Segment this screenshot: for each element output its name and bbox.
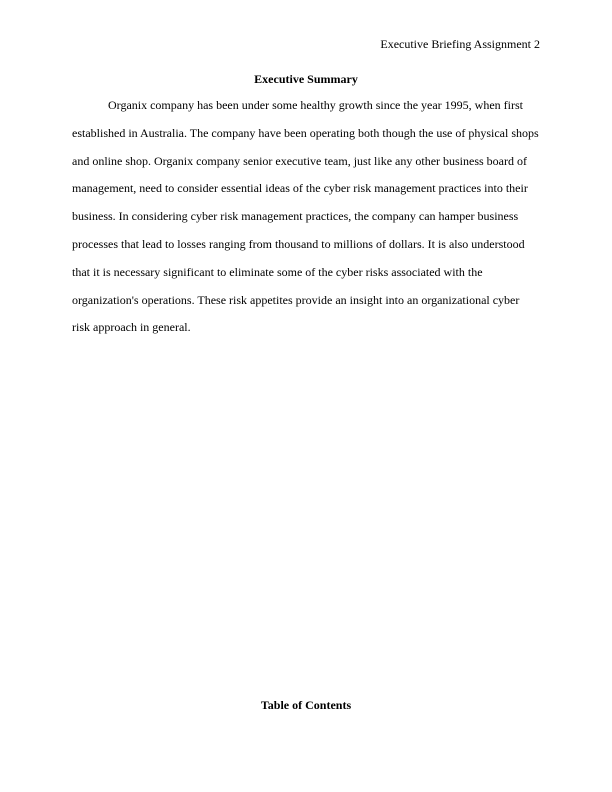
executive-summary-heading: Executive Summary: [254, 72, 358, 86]
paragraph-line: risk approach in general.: [72, 320, 191, 335]
paragraph-line: and online shop. Organix company senior executive team, just like any other business board of: [72, 153, 528, 168]
table-of-contents-heading: Table of Contents: [260, 698, 352, 712]
running-head: Executive Briefing Assignment 2: [380, 37, 540, 51]
paragraph-line: business. In considering cyber risk management practices, the company can hamper business: [72, 209, 519, 224]
paragraph-line: organization's operations. These risk appetites provide an insight into an organizational cyber: [72, 292, 520, 307]
paragraph-line: established in Australia. The company have been operating both though the use of physical shops: [72, 125, 539, 140]
paragraph-line: processes that lead to losses ranging from thousand to millions of dollars. It is also understood: [72, 236, 525, 251]
paragraph-line: Organix company has been under some healthy growth since the year 1995, when first: [108, 98, 523, 112]
executive-summary-paragraph: [72, 98, 542, 348]
paragraph-line: management, need to consider essential ideas of the cyber risk management practices into their: [72, 181, 528, 196]
paragraph-line: that it is necessary significant to eliminate some of the cyber risks associated with the: [72, 264, 483, 279]
